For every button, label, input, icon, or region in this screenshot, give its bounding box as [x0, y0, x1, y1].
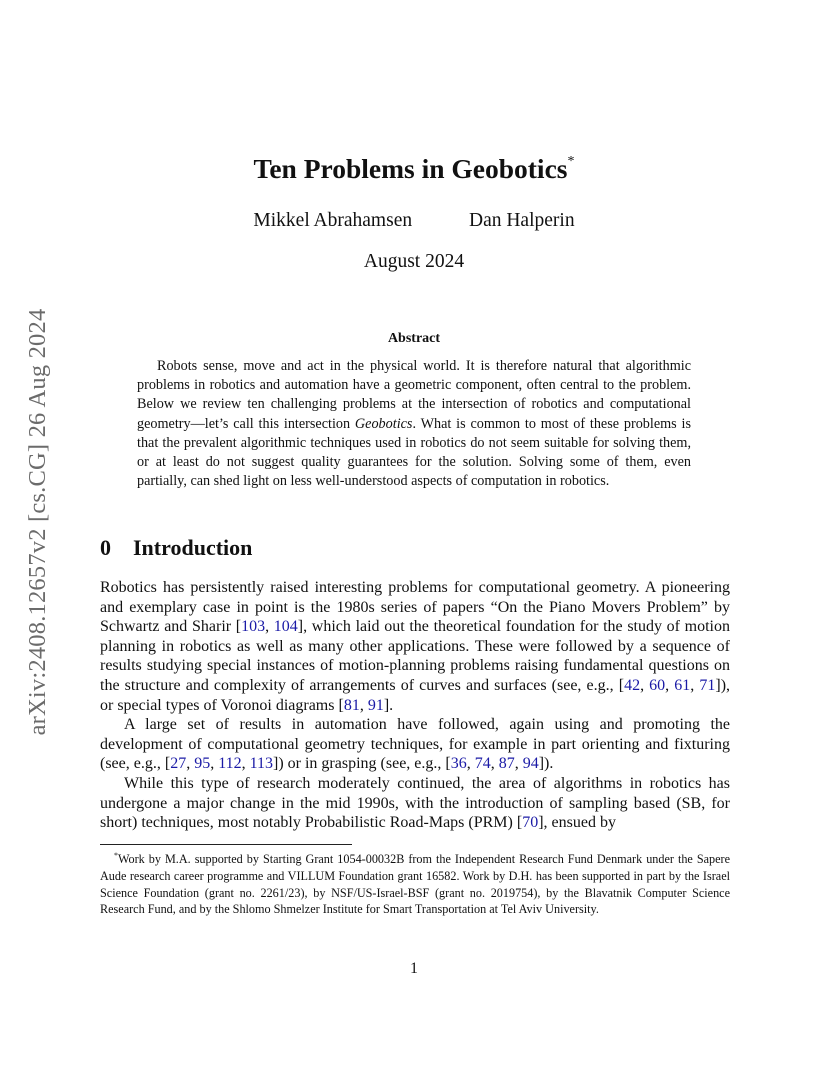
- citation-link[interactable]: 36: [450, 755, 467, 773]
- citation-link[interactable]: 87: [498, 755, 515, 773]
- citation-link[interactable]: 42: [624, 676, 641, 694]
- title-footnote-mark[interactable]: *: [567, 154, 575, 169]
- abstract-body: [137, 357, 691, 491]
- citation-link[interactable]: 94: [522, 755, 539, 773]
- citation-link[interactable]: 113: [249, 755, 273, 773]
- citation-link[interactable]: 112: [218, 755, 242, 773]
- author-list: [0, 210, 828, 232]
- citation-link[interactable]: 60: [649, 676, 666, 694]
- page-number: 1: [410, 960, 418, 977]
- citation-link[interactable]: 91: [367, 696, 384, 714]
- body-text-run: ,: [690, 676, 700, 694]
- body-text-run: ].: [383, 696, 394, 714]
- body-text-run: While this type of research moderately continued, the area of algorithms in robotics has undergone a major change in the mid 1990s, with the introduction of sampling based (SB, for short) techniques, most notably Probabilistic Road-Maps (PRM) [: [100, 774, 730, 832]
- abstract-emphasis: Geobotics: [354, 415, 413, 432]
- citation-link[interactable]: 81: [343, 696, 360, 714]
- footnote-text: Work by M.A. supported by Starting Grant 1054-00032B from the Independent Research Fund Denmark under the Sapere Aude research career programme and VILLUM Foundation grant 16582. Work by D.H. has been supported in part by the Israel Science Foundation (grant no. 2261/23), by NSF/US-Israel-BSF (grant no. 2019754), by the Blavatnik Computer Science Research Fund, and by the Shlomo Shmelzer Institute for Smart Transportation at Tel Aviv University.: [100, 852, 730, 917]
- body-text-run: ]).: [538, 755, 554, 773]
- body-text-run: ,: [241, 755, 250, 773]
- abstract-text: Robots sense, move and act in the physical world. It is therefore natural that algorithmic problems in robotics and automation have a geometric component, often central to the problem. Below we review ten challenging problems at the intersection of robotics and computational geometry—let’s call this intersection: [137, 358, 691, 432]
- arxiv-identifier: arXiv:2408.12657v2 [cs.CG] 26 Aug 2024: [24, 308, 51, 736]
- citation-link[interactable]: 104: [273, 618, 298, 636]
- author-name: Dan Halperin: [468, 210, 575, 231]
- body-text-run: ,: [490, 755, 499, 773]
- arxiv-sidebar-stamp: [22, 282, 54, 762]
- body-text-run: ,: [665, 676, 675, 694]
- body-text-run: ], ensued by: [538, 814, 616, 832]
- body-text-run: ,: [514, 755, 523, 773]
- body-text-run: ,: [265, 618, 274, 636]
- citation-link[interactable]: 95: [194, 755, 211, 773]
- citation-link[interactable]: 70: [522, 814, 539, 832]
- section-number: 0: [100, 535, 111, 560]
- paper-title-block: [0, 153, 828, 185]
- citation-link[interactable]: 74: [474, 755, 491, 773]
- paper-title: Ten Problems in Geobotics: [253, 153, 568, 184]
- body-text-run: ,: [359, 696, 368, 714]
- body-text-run: Robotics has persistently raised interesting problems for computational geometry. A pioneering and exemplary case in point is the 1980s series of papers “On the Piano Movers Problem” by Schwartz and Sharir [: [100, 579, 730, 636]
- footnote-mark: *: [114, 851, 118, 860]
- body-paragraph: [100, 774, 730, 833]
- publication-date: August 2024: [363, 251, 465, 272]
- body-text-run: A large set of results in automation have followed, again using and promoting the development of computational geometry techniques, for example in part orienting and fixturing (see, e.g., [: [100, 716, 730, 773]
- citation-link[interactable]: 61: [674, 676, 691, 694]
- footnote-paragraph: [100, 848, 730, 918]
- body-text-run: ,: [186, 755, 195, 773]
- body-paragraph: [100, 578, 730, 715]
- abstract-text: . What is common to most of these problems is that the prevalent algorithmic techniques used in robotics do not seem suitable for solving them, or at least do not suggest quality guarantees for the solution. Solving some of them, even partially, can shed light on less well-understood aspects of computation in robotics.: [137, 415, 691, 490]
- footnote: [100, 848, 730, 918]
- body-text-run: ,: [640, 676, 650, 694]
- body-text: [100, 578, 730, 833]
- abstract-paragraph: [137, 357, 691, 491]
- abstract-heading: Abstract: [387, 331, 441, 346]
- body-paragraph: [100, 715, 730, 774]
- section-title: Introduction: [133, 535, 253, 560]
- citation-link[interactable]: 27: [170, 755, 187, 773]
- footnote-rule: [100, 844, 352, 845]
- citation-link[interactable]: 103: [241, 618, 266, 636]
- body-text-run: ]), or special types of Voronoi diagrams [: [100, 676, 731, 714]
- body-text-run: ]) or in grasping (see, e.g., [: [273, 755, 451, 773]
- section-heading: [100, 535, 252, 561]
- citation-link[interactable]: 71: [699, 676, 716, 694]
- body-text-run: ], which laid out the theoretical foundation for the study of motion planning in robotics as well as many other applications. These were followed by a sequence of results studying special instances of motion-planning problems raising fundamental questions on the structure and complexity of arrangements of curves and surfaces (see, e.g., [: [100, 618, 731, 694]
- body-text-run: ,: [466, 755, 475, 773]
- author-name: Mikkel Abrahamsen: [253, 210, 413, 231]
- body-text-run: ,: [210, 755, 219, 773]
